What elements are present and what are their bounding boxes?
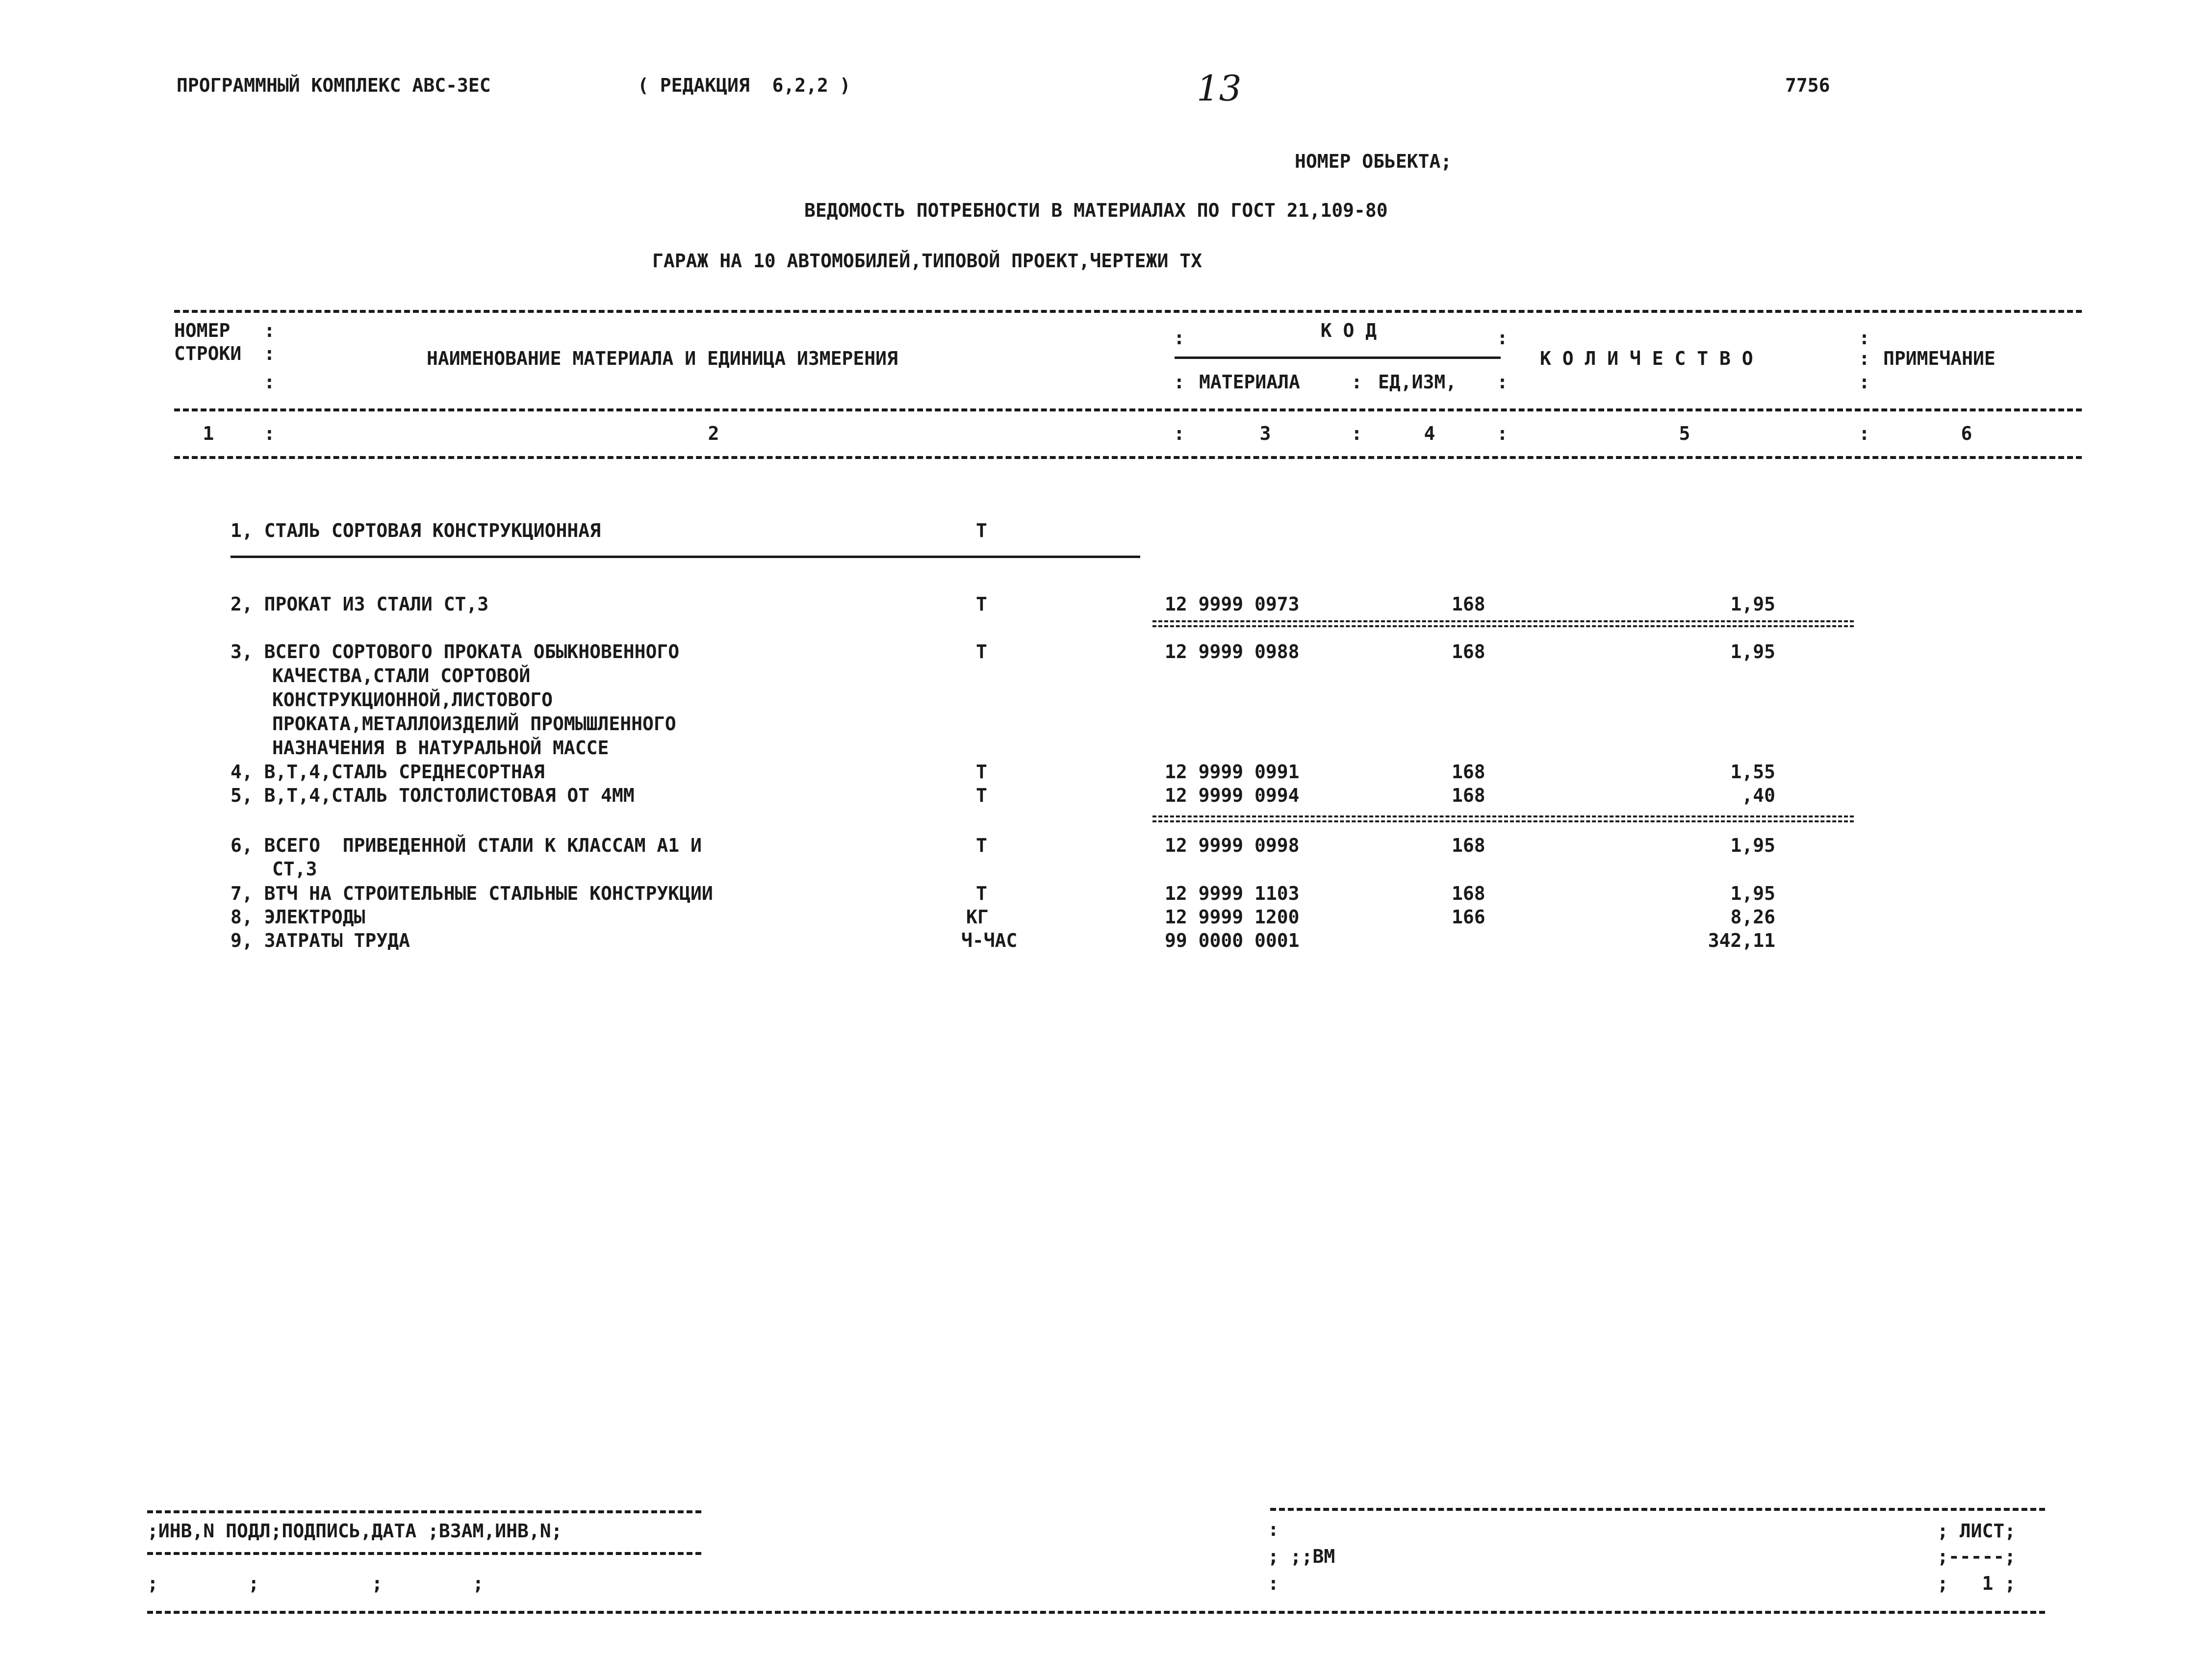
row-unit-code: 168 — [1452, 835, 1485, 856]
row-material-code: 12 9999 0973 — [1165, 593, 1300, 615]
column-number: 3 — [1259, 423, 1271, 444]
header-separator: : — [1859, 348, 1870, 369]
section-underline — [230, 556, 1140, 558]
program-edition: ( РЕДАКЦИЯ 6,2,2 ) — [638, 75, 851, 96]
column-number: 2 — [708, 423, 719, 444]
header-separator: : — [264, 343, 275, 364]
header-name: НАИМЕНОВАНИЕ МАТЕРИАЛА И ЕДИНИЦА ИЗМЕРЕНИЯ — [427, 348, 898, 369]
row-quantity: ,40 — [1741, 785, 1775, 806]
column-number: 4 — [1424, 423, 1435, 444]
table-top-rule — [174, 310, 2082, 313]
stamp-rule — [147, 1552, 701, 1555]
row-unit: КГ — [966, 906, 989, 928]
header-separator: : — [1351, 423, 1362, 444]
row-quantity: 1,95 — [1730, 641, 1775, 662]
program-name: ПРОГРАММНЫЙ КОМПЛЕКС АВС-3ЕС — [177, 75, 491, 96]
header-code-unit: ЕД,ИЗМ, — [1378, 371, 1457, 393]
row-name: 4, В,Т,4,СТАЛЬ СРЕДНЕСОРТНАЯ — [230, 761, 545, 783]
row-unit-code: 168 — [1452, 593, 1485, 615]
document-subtitle: ГАРАЖ НА 10 АВТОМОБИЛЕЙ,ТИПОВОЙ ПРОЕКТ,ЧЕРТЕЖИ ТХ — [652, 250, 1203, 272]
stamp-cells: ; ; ; ; — [147, 1573, 484, 1594]
row-material-code: 12 9999 0998 — [1165, 835, 1300, 856]
stamp-separator: : — [1268, 1519, 1279, 1540]
header-separator: : — [1351, 371, 1362, 393]
header-code-material: МАТЕРИАЛА — [1199, 371, 1300, 393]
stamp-separator: : — [1268, 1573, 1279, 1594]
header-separator: : — [1859, 423, 1870, 444]
row-name: 6, ВСЕГО ПРИВЕДЕННОЙ СТАЛИ К КЛАССАМ А1 И — [230, 835, 702, 856]
header-quantity: К О Л И Ч Е С Т В О — [1540, 348, 1753, 369]
stamp-bottom-rule — [147, 1611, 2045, 1614]
row-name: 5, В,Т,4,СТАЛЬ ТОЛСТОЛИСТОВАЯ ОТ 4ММ — [230, 785, 635, 806]
row-quantity: 342,11 — [1708, 930, 1775, 951]
header-separator: : — [264, 371, 275, 393]
row-name: 1, СТАЛЬ СОРТОВАЯ КОНСТРУКЦИОННАЯ — [230, 520, 601, 541]
row-material-code: 99 0000 0001 — [1165, 930, 1300, 951]
header-code: К О Д — [1320, 320, 1377, 341]
column-number: 1 — [203, 423, 214, 444]
row-name: 8, ЭЛЕКТРОДЫ — [230, 906, 365, 928]
row-material-code: 12 9999 1103 — [1165, 883, 1300, 904]
row-unit: Т — [976, 593, 987, 615]
row-quantity: 1,95 — [1730, 835, 1775, 856]
row-quantity: 1,95 — [1730, 883, 1775, 904]
header-separator: : — [1497, 371, 1508, 393]
row-unit-code: 166 — [1452, 906, 1485, 928]
header-separator: : — [1174, 423, 1185, 444]
column-number: 6 — [1961, 423, 1972, 444]
header-row-number-2: СТРОКИ — [174, 343, 242, 364]
row-quantity: 1,55 — [1730, 761, 1775, 783]
row-unit-code: 168 — [1452, 883, 1485, 904]
row-name: 7, ВТЧ НА СТРОИТЕЛЬНЫЕ СТАЛЬНЫЕ КОНСТРУКЦИИ — [230, 883, 713, 904]
header-separator: : — [1174, 327, 1185, 349]
row-quantity: 8,26 — [1730, 906, 1775, 928]
row-unit: Т — [976, 761, 987, 783]
row-unit-code: 168 — [1452, 785, 1485, 806]
row-name-continuation: НАЗНАЧЕНИЯ В НАТУРАЛЬНОЙ МАССЕ — [272, 737, 609, 759]
header-separator: : — [1859, 327, 1870, 349]
header-separator: : — [264, 320, 275, 341]
row-name-continuation: КАЧЕСТВА,СТАЛИ СОРТОВОЙ — [272, 665, 531, 687]
row-name-continuation: ПРОКАТА,МЕТАЛЛОИЗДЕЛИЙ ПРОМЫШЛЕННОГО — [272, 713, 676, 735]
column-number: 5 — [1679, 423, 1690, 444]
row-unit: Т — [976, 641, 987, 662]
stamp-rule — [147, 1510, 701, 1513]
sheet-separator: ;-----; — [1937, 1546, 2016, 1567]
stamp-fields: ;ИНВ,N ПОДЛ;ПОДПИСЬ,ДАТА ;ВЗАМ,ИНВ,N; — [147, 1520, 563, 1542]
header-row-number-1: НОМЕР — [174, 320, 230, 341]
row-unit: Т — [976, 883, 987, 904]
row-unit: Т — [976, 785, 987, 806]
object-number-label: НОМЕР ОБЬЕКТА; — [1295, 151, 1452, 172]
row-unit: Т — [976, 520, 987, 541]
sheet-number: ; 1 ; — [1937, 1573, 2016, 1594]
row-material-code: 12 9999 1200 — [1165, 906, 1300, 928]
row-unit-code: 168 — [1452, 641, 1485, 662]
total-separator — [1152, 815, 1854, 822]
row-unit-code: 168 — [1452, 761, 1485, 783]
document-title: ВЕДОМОСТЬ ПОТРЕБНОСТИ В МАТЕРИАЛАХ ПО ГОСТ 21,109-80 — [804, 200, 1388, 221]
document-number: 7756 — [1785, 75, 1830, 96]
row-name-continuation: СТ,3 — [272, 858, 317, 880]
header-note: ПРИМЕЧАНИЕ — [1883, 348, 1996, 369]
row-material-code: 12 9999 0988 — [1165, 641, 1300, 662]
row-name: 9, ЗАТРАТЫ ТРУДА — [230, 930, 410, 951]
header-numbers-rule — [174, 456, 2082, 459]
row-name-continuation: КОНСТРУКЦИОННОЙ,ЛИСТОВОГО — [272, 689, 553, 711]
header-separator: : — [1497, 327, 1508, 349]
sheet-label: ; ЛИСТ; — [1937, 1520, 2016, 1542]
row-unit: Т — [976, 835, 987, 856]
header-code-rule — [1175, 356, 1501, 359]
header-separator: : — [1859, 371, 1870, 393]
row-name: 3, ВСЕГО СОРТОВОГО ПРОКАТА ОБЫКНОВЕННОГО — [230, 641, 680, 662]
row-material-code: 12 9999 0991 — [1165, 761, 1300, 783]
handwritten-page-number: 13 — [1197, 68, 1242, 109]
header-bottom-rule — [174, 408, 2082, 411]
row-quantity: 1,95 — [1730, 593, 1775, 615]
row-name: 2, ПРОКАТ ИЗ СТАЛИ СТ,3 — [230, 593, 489, 615]
total-separator — [1152, 620, 1854, 627]
row-unit: Ч-ЧАС — [961, 930, 1018, 951]
doc-code: ; ;;ВМ — [1268, 1546, 1335, 1567]
header-separator: : — [1497, 423, 1508, 444]
stamp-rule — [1270, 1508, 2045, 1511]
row-material-code: 12 9999 0994 — [1165, 785, 1300, 806]
header-separator: : — [264, 423, 275, 444]
header-separator: : — [1174, 371, 1185, 393]
